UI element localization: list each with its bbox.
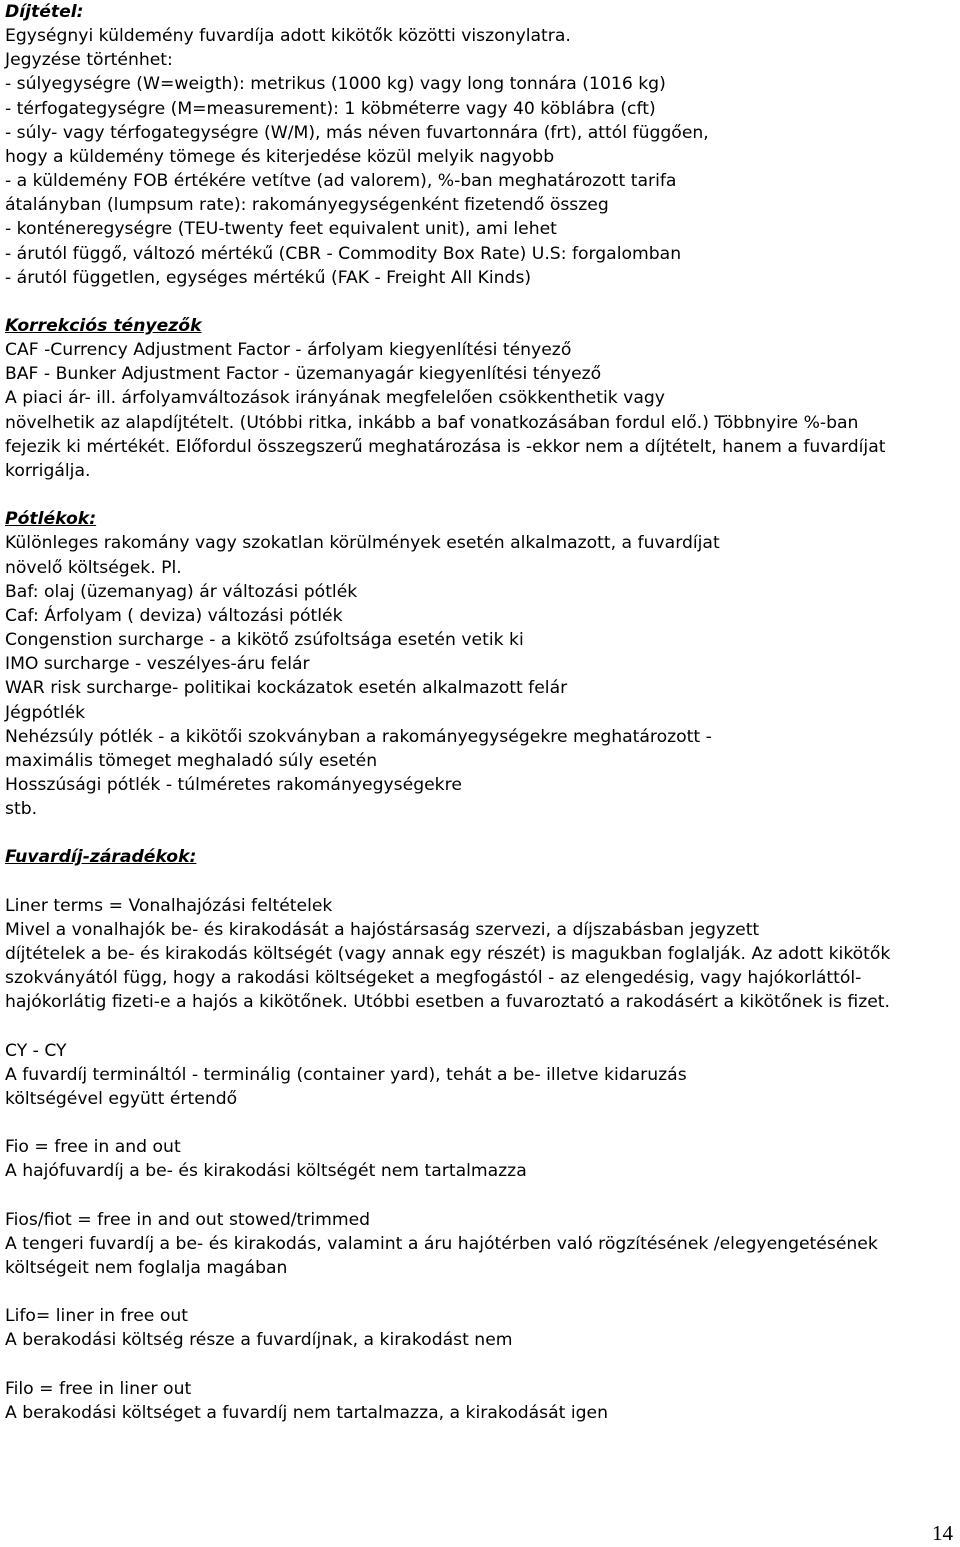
text-line: költségével együtt értendő xyxy=(5,1088,238,1109)
text-line: korrigálja. xyxy=(5,460,91,481)
paragraph-gap xyxy=(5,1353,957,1377)
paragraph-gap xyxy=(5,870,957,894)
text-line: - térfogategységre (M=measurement): 1 köbméterre vagy 40 köblábra (cft) xyxy=(5,98,656,119)
text-line: Fio = free in and out xyxy=(5,1137,181,1158)
text-line: szokványától függ, hogy a rakodási költségeket a megfogástól - az elengedésig, vagy hajókorláttól- xyxy=(5,968,862,989)
document-page xyxy=(5,0,957,1425)
text-line: - árutól független, egységes mértékű (FAK - Freight All Kinds) xyxy=(5,267,532,288)
text-line: költségeit nem foglalja magában xyxy=(5,1258,288,1279)
text-line: Lifo= liner in free out xyxy=(5,1306,188,1327)
paragraph-gap xyxy=(5,1111,957,1135)
text-line: IMO surcharge - veszélyes-áru felár xyxy=(5,654,310,675)
section-heading-dijtetel: Díjtétel: xyxy=(5,2,84,22)
text-line: maximális tömeget meghaladó súly esetén xyxy=(5,750,378,771)
text-line: Jégpótlék xyxy=(5,702,86,723)
text-line: Hosszúsági pótlék - túlméretes rakományegységekre xyxy=(5,774,462,795)
text-line: Egységnyi küldemény fuvardíja adott kikötők közötti viszonylatra. xyxy=(5,26,571,47)
text-line: A berakodási költség része a fuvardíjnak, a kirakodást nem xyxy=(5,1330,513,1351)
text-line: A hajófuvardíj a be- és kirakodási költségét nem tartalmazza xyxy=(5,1161,527,1182)
text-line: A fuvardíj termináltól - terminálig (container yard), tehát a be- illetve kidaruzás xyxy=(5,1064,687,1085)
section-heading-fuvardij-zaradekok: Fuvardíj-záradékok: xyxy=(5,847,197,868)
text-line: Filo = free in liner out xyxy=(5,1378,192,1399)
paragraph-gap xyxy=(5,821,957,845)
page-number: 14 xyxy=(932,1521,953,1545)
text-line: - súly- vagy térfogategységre (W/M), más néven fuvartonnára (frt), attól függően, xyxy=(5,122,709,143)
section-heading-korrekcios-tenyezok: Korrekciós tényezők xyxy=(5,316,202,337)
text-line: díjtételek a be- és kirakodás költségét (vagy annak egy részét) is magukban foglalják. Az adott kikötők xyxy=(5,944,891,965)
text-line: - konténeregységre (TEU-twenty feet equivalent unit), ami lehet xyxy=(5,219,557,240)
text-line: BAF - Bunker Adjustment Factor - üzemanyagár kiegyenlítési tényező xyxy=(5,364,602,385)
text-line: Fios/fiot = free in and out stowed/trimmed xyxy=(5,1209,371,1230)
text-line: Congenstion surcharge - a kikötő zsúfoltsága esetén vetik ki xyxy=(5,630,524,651)
text-line: - súlyegységre (W=weigth): metrikus (1000 kg) vagy long tonnára (1016 kg) xyxy=(5,74,666,95)
text-line: - árutól függő, változó mértékű (CBR - Commodity Box Rate) U.S: forgalomban xyxy=(5,243,682,264)
text-line: növelhetik az alapdíjtételt. (Utóbbi ritka, inkább a baf vonatkozásában fordul elő.) Többnyire %-ban xyxy=(5,412,859,433)
paragraph-gap xyxy=(5,1280,957,1304)
text-line: CAF -Currency Adjustment Factor - árfolyam kiegyenlítési tényező xyxy=(5,340,572,361)
text-line: A berakodási költséget a fuvardíj nem tartalmazza, a kirakodását igen xyxy=(5,1402,609,1423)
text-line: WAR risk surcharge- politikai kockázatok esetén alkalmazott felár xyxy=(5,678,568,699)
text-line: Caf: Árfolyam ( deviza) változási pótlék xyxy=(5,605,343,626)
text-line: Liner terms = Vonalhajózási feltételek xyxy=(5,895,333,916)
text-line: A tengeri fuvardíj a be- és kirakodás, valamint a áru hajótérben való rögzítésének /elegyengetésének xyxy=(5,1233,878,1254)
paragraph-gap xyxy=(5,1184,957,1208)
text-line: Jegyzése történhet: xyxy=(5,50,173,71)
text-line: hajókorlátig fizeti-e a hajós a kikötőnek. Utóbbi esetben a fuvaroztató a rakodásért a kikötőnek is fizet. xyxy=(5,992,890,1013)
section-heading-potlekok: Pótlékok: xyxy=(5,509,97,530)
text-line: Különleges rakomány vagy szokatlan körülmények esetén alkalmazott, a fuvardíjat xyxy=(5,533,720,554)
text-line: - a küldemény FOB értékére vetítve (ad valorem), %-ban meghatározott tarifa xyxy=(5,171,677,192)
text-line: CY - CY xyxy=(5,1040,67,1061)
text-line: Nehézsúly pótlék - a kikötői szokványban a rakományegységekre meghatározott - xyxy=(5,726,712,747)
text-line: növelő költségek. Pl. xyxy=(5,557,182,578)
text-line: átalányban (lumpsum rate): rakományegységenként fizetendő összeg xyxy=(5,195,609,216)
paragraph-gap xyxy=(5,1015,957,1039)
text-line: fejezik ki mértékét. Előfordul összegszerű meghatározása is -ekkor nem a díjtételt, hanem a fuvardíjat xyxy=(5,436,886,457)
paragraph-gap xyxy=(5,483,957,507)
text-line: Baf: olaj (üzemanyag) ár változási pótlék xyxy=(5,581,358,602)
paragraph-gap xyxy=(5,290,957,314)
text-line: Mivel a vonalhajók be- és kirakodását a hajóstársaság szervezi, a díjszabásban jegyzett xyxy=(5,919,760,940)
text-line: hogy a küldemény tömege és kiterjedése közül melyik nagyobb xyxy=(5,146,555,167)
text-line: stb. xyxy=(5,799,38,820)
text-line: A piaci ár- ill. árfolyamváltozások irányának megfelelően csökkenthetik vagy xyxy=(5,388,665,409)
